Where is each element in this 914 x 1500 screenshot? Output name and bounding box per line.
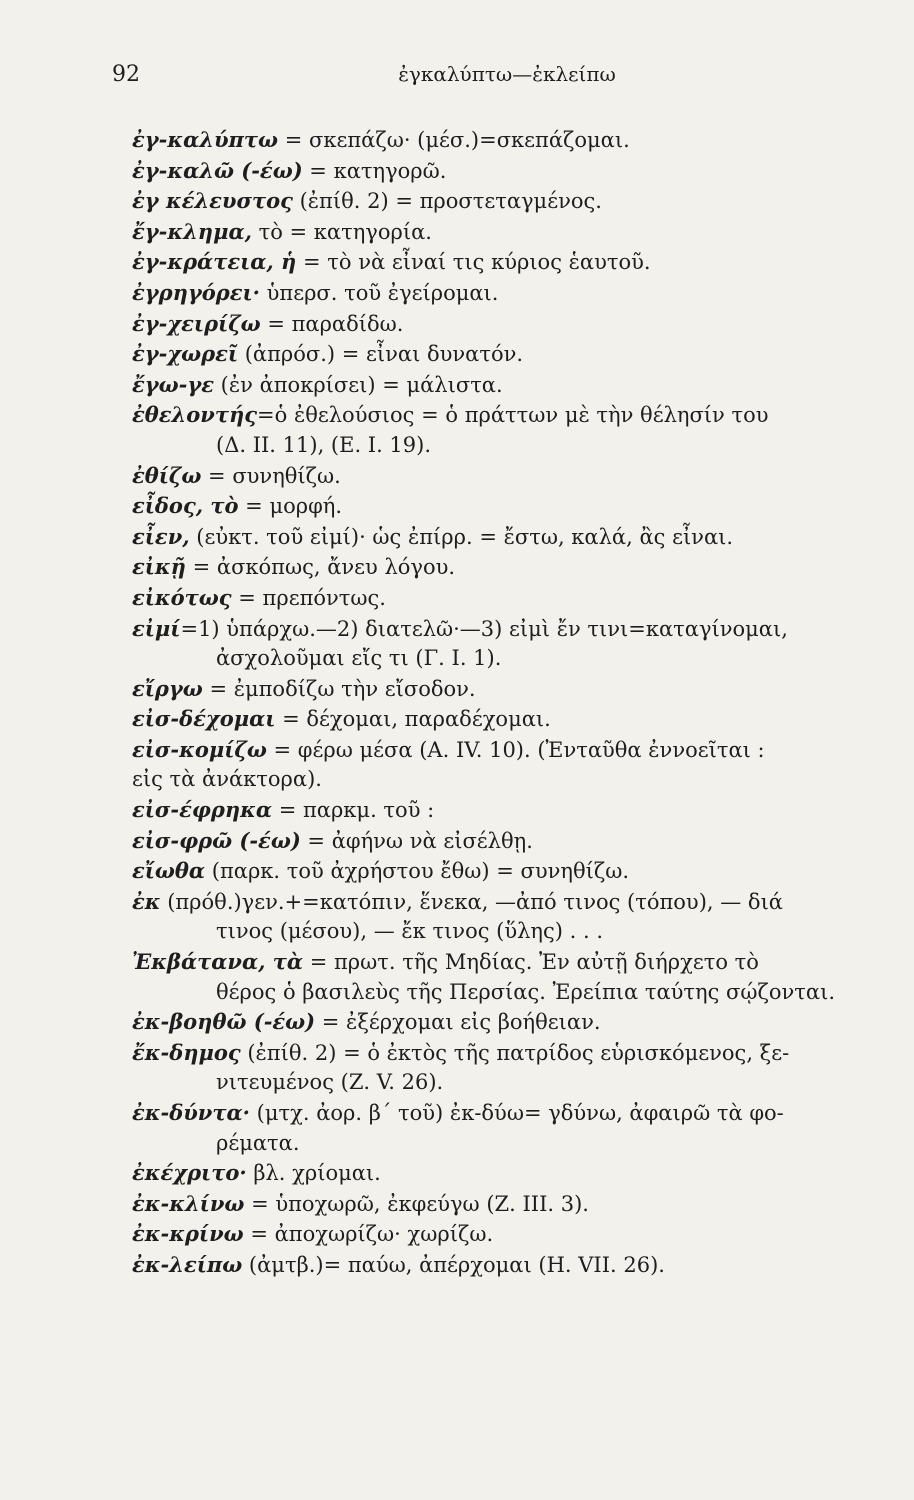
dictionary-entry <box>132 826 872 857</box>
page-number: 92 <box>112 62 140 87</box>
entry-continuation: (Δ. ΙΙ. 11), (Ε. Ι. 19). <box>216 432 432 457</box>
dictionary-entry <box>132 247 872 278</box>
entry-definition: = πρεπόντως. <box>231 585 386 610</box>
entry-lemma: ἐκ-κλίνω <box>132 1190 245 1216</box>
entry-definition: =ὁ ἐθελούσιος = ὁ πράττων μὲ τὴν θέλησίν του <box>257 403 769 428</box>
entry-lemma: εἰσ-έφρηκα <box>132 797 273 823</box>
entry-definition: = συνηθίζω. <box>201 463 341 488</box>
dictionary-entry <box>132 552 872 583</box>
dictionary-entry <box>132 125 872 156</box>
entry-definition: = ὑποχωρῶ, ἐκφεύγω (Ζ. ΙΙΙ. 3). <box>244 1191 589 1216</box>
entry-lemma: ἔγω-γε <box>132 371 214 397</box>
entry-definition: (ἐπίθ. 2) = ὁ ἐκτὸς τῆς πατρίδος εὑρισκόμενος, ξε- <box>240 1040 790 1065</box>
entry-lemma: εἶδος, τὸ <box>132 493 239 519</box>
entry-lemma: εἰμί <box>132 615 181 641</box>
entry-continuation: εἰς τὰ ἀνάκτορα). <box>132 767 322 792</box>
dictionary-entry <box>132 1007 872 1038</box>
entry-continuation: ἀσχολοῦμαι εἴς τι (Γ. Ι. 1). <box>216 646 502 671</box>
entry-lemma: ἐκέχριτο· <box>132 1160 247 1186</box>
entry-lemma: ἐγ-καλύπτω <box>132 127 279 152</box>
dictionary-entry <box>132 1189 872 1220</box>
entry-lemma: εἴωθα <box>132 858 206 884</box>
entry-definition: (παρκ. τοῦ ἀχρήστου ἔθω) = συνηθίζω. <box>205 859 630 884</box>
entry-definition: = ἐξέρχομαι εἰς βοήθειαν. <box>315 1010 601 1035</box>
entry-lemma: ἐκ-λείπω <box>132 1251 243 1277</box>
entry-definition: = ἀσκόπως, ἄνευ λόγου. <box>185 555 456 580</box>
dictionary-entry <box>132 1038 872 1098</box>
entry-continuation: τινος (μέσου), — ἔκ τινος (ὕλης) . . . <box>216 919 604 944</box>
dictionary-entry <box>132 947 872 1007</box>
entry-definition: = παραδίδω. <box>260 311 404 336</box>
dictionary-entry <box>132 614 872 674</box>
entry-definition: (εὐκτ. τοῦ εἰμί)· ὡς ἐπίρρ. = ἔστω, καλά, ἂς εἶναι. <box>189 524 734 549</box>
entry-lemma: ἐθελοντής <box>132 402 258 428</box>
dictionary-entry <box>132 887 872 947</box>
dictionary-entry <box>132 156 872 187</box>
dictionary-entry <box>132 704 872 735</box>
entry-definition: = ἀφήνω νὰ εἰσέλθῃ. <box>300 828 533 853</box>
entry-lemma: εἴργω <box>132 675 203 701</box>
entry-lemma: ἐκ-δύντα· <box>132 1100 250 1125</box>
entry-definition: = παρκμ. τοῦ : <box>272 798 435 823</box>
entry-lemma: ἐγ κέλευστος <box>132 188 293 214</box>
entry-lemma: ἐθίζω <box>132 462 202 488</box>
entry-definition: (μτχ. ἀορ. β΄ τοῦ) ἐκ-δύω= γδύνω, ἀφαιρῶ τὰ φο- <box>249 1101 784 1125</box>
entry-definition: τὸ = κατηγορία. <box>251 219 432 244</box>
entry-continuation: νιτευμένος (Ζ. V. 26). <box>216 1070 444 1095</box>
entry-lemma: ἐγρηγόρει· <box>132 279 260 305</box>
entry-lemma: εἰκότως <box>132 584 232 610</box>
entry-continuation: ρέματα. <box>216 1130 300 1155</box>
entry-lemma: ἐκ-κρίνω <box>132 1221 244 1247</box>
dictionary-entry <box>132 583 872 614</box>
entry-lemma: εἰσ-κομίζω <box>132 736 267 762</box>
dictionary-entry <box>132 217 872 248</box>
dictionary-entry <box>132 461 872 492</box>
entry-definition: = δέχομαι, παραδέχομαι. <box>275 707 551 732</box>
dictionary-entry <box>132 522 872 553</box>
entry-definition: ὑπερσ. τοῦ ἐγείρομαι. <box>259 280 499 305</box>
entry-lemma: Ἐκβάτανα, τὰ <box>132 949 304 975</box>
dictionary-entry <box>132 856 872 887</box>
entry-lemma: ἔκ-δημος <box>132 1039 241 1065</box>
entry-definition: = κατηγορῶ. <box>302 158 447 183</box>
entry-definition: (πρόθ.)γεν.+=κατόπιν, ἕνεκα, —ἀπό τινος (τόπου), — διά <box>160 889 783 914</box>
dictionary-entry <box>132 491 872 522</box>
running-head: ἐγκαλύπτω—ἐκλείπω <box>398 62 616 86</box>
entry-definition: =1) ὑπάρχω.—2) διατελῶ·—3) εἰμὶ ἔν τινι=καταγίνομαι, <box>180 616 788 641</box>
entry-definition: (ἐν ἀποκρίσει) = μάλιστα. <box>213 372 503 397</box>
page-header <box>112 62 872 92</box>
entry-definition: (ἀμτβ.)= παύω, ἀπέρχομαι (Η. VII. 26). <box>242 1252 665 1277</box>
dictionary-entry <box>132 400 872 460</box>
entry-lemma: ἔγ-κλημα, <box>132 218 252 244</box>
dictionary-entry <box>132 1098 872 1158</box>
entry-definition: = ἀποχωρίζω· χωρίζω. <box>243 1222 494 1247</box>
dictionary-entry <box>132 795 872 826</box>
entry-lemma: ἐγ-χωρεῖ <box>132 341 239 367</box>
entry-definition: (ἀπρόσ.) = εἶναι δυνατόν. <box>238 342 524 367</box>
dictionary-entry <box>132 278 872 309</box>
entry-definition: = σκεπάζω· (μέσ.)=σκεπάζομαι. <box>278 128 630 152</box>
entry-definition: βλ. χρίομαι. <box>246 1161 381 1186</box>
dictionary-entry <box>132 674 872 705</box>
dictionary-entry <box>132 309 872 340</box>
entry-definition: = ἐμποδίζω τὴν εἴσοδον. <box>202 676 476 701</box>
entry-definition: = φέρω μέσα (Α. IV. 10). (Ἐνταῦθα ἐννοεῖται : <box>266 737 765 762</box>
entry-definition: = τὸ νὰ εἶναί τις κύριος ἑαυτοῦ. <box>296 250 651 275</box>
entry-definition: = μορφή. <box>238 494 343 519</box>
dictionary-entry <box>132 339 872 370</box>
entry-lemma: εἰσ-δέχομαι <box>132 706 276 732</box>
entry-lemma: ἐγ-χειρίζω <box>132 310 261 336</box>
dictionary-entry <box>132 1158 872 1189</box>
entry-lemma: εἰσ-φρῶ (-έω) <box>132 827 301 853</box>
dictionary-entries <box>132 125 872 1281</box>
entry-lemma: ἐκ-βοηθῶ (-έω) <box>132 1009 316 1035</box>
entry-definition: = πρωτ. τῆς Μηδίας. Ἐν αὐτῇ διήρχετο τὸ <box>303 950 759 975</box>
dictionary-entry <box>132 370 872 401</box>
dictionary-entry <box>132 1219 872 1250</box>
entry-lemma: ἐγ-κράτεια, ἡ <box>132 249 297 275</box>
entry-lemma: ἐκ <box>132 888 161 914</box>
entry-lemma: εἶεν, <box>132 523 190 549</box>
entry-continuation: θέρος ὁ βασιλεὺς τῆς Περσίας. Ἐρείπια ταύτης σῴζονται. <box>216 979 836 1004</box>
dictionary-entry <box>132 1250 872 1281</box>
entry-definition: (ἐπίθ. 2) = προστεταγμένος. <box>292 189 602 214</box>
dictionary-entry <box>132 186 872 217</box>
entry-lemma: ἐγ-καλῶ (-έω) <box>132 157 303 183</box>
entry-lemma: εἰκῇ <box>132 554 186 580</box>
dictionary-entry <box>132 735 872 795</box>
